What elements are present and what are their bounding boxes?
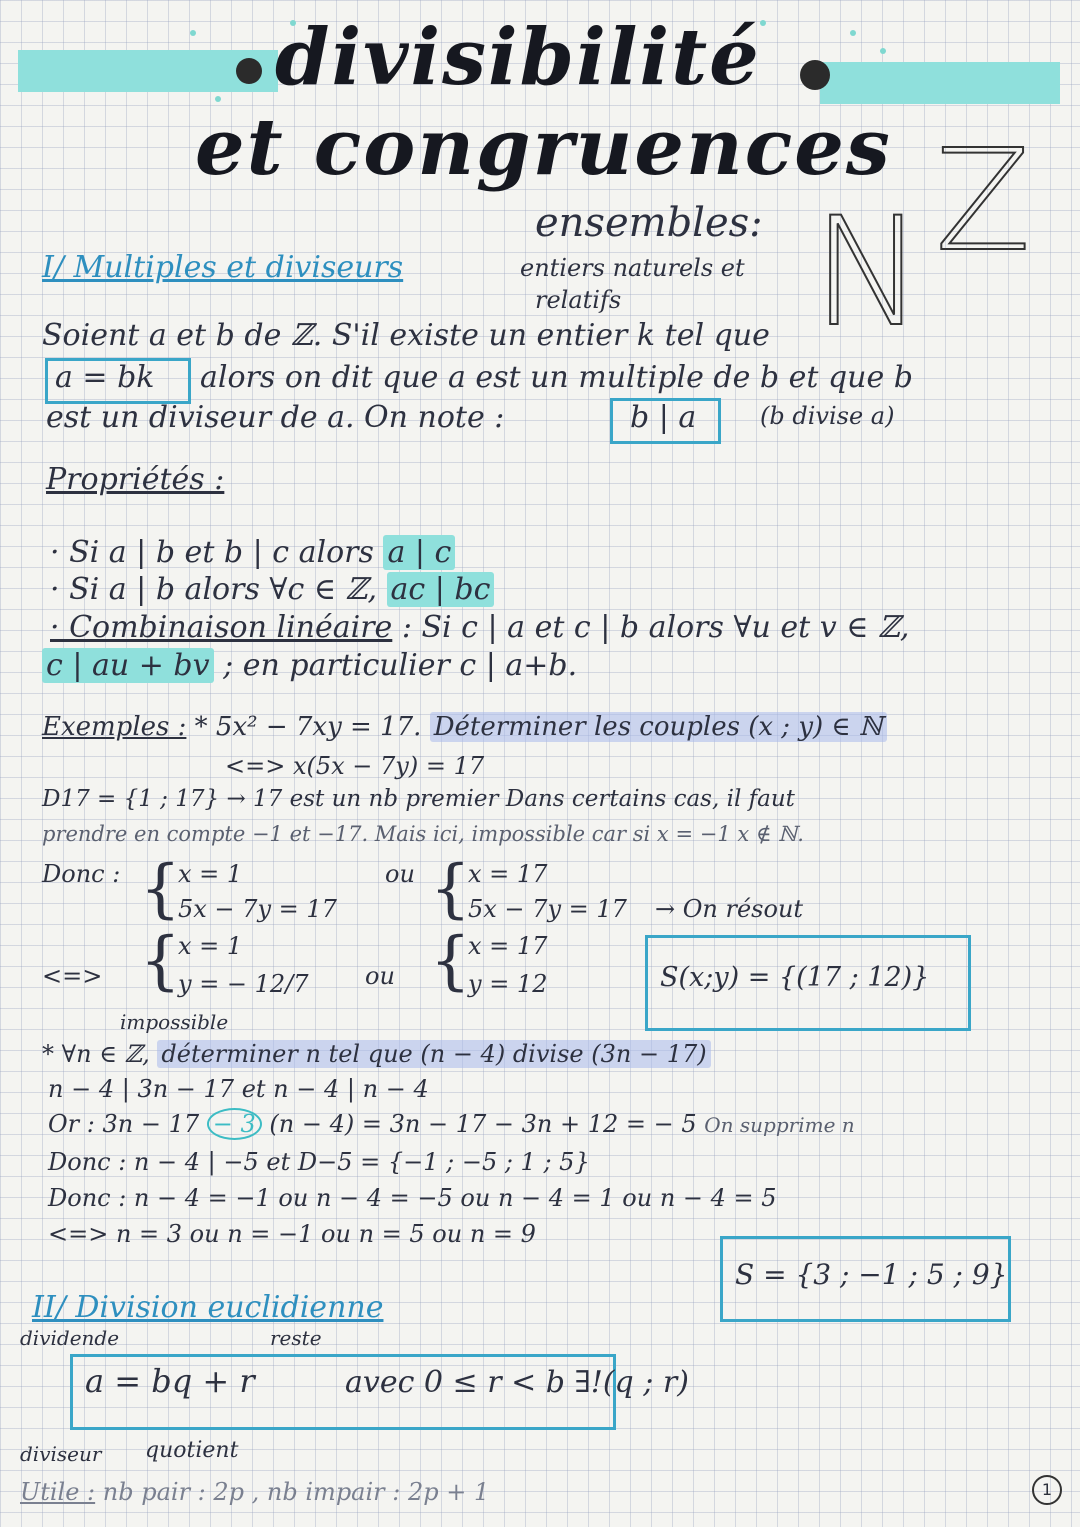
property-2-highlight: ac | bc xyxy=(387,572,495,607)
brace-a: { xyxy=(140,852,181,926)
property-3-text: : Si c | a et c | b alors ∀u et v ∈ ℤ, xyxy=(401,610,910,645)
sets-label: ensembles: xyxy=(535,200,763,246)
property-2 xyxy=(50,572,494,607)
definition-notation: b | a xyxy=(630,400,697,435)
definition-note: (b divise a) xyxy=(760,402,895,430)
sparkle xyxy=(880,48,886,54)
section1-heading: I/ Multiples et diviseurs xyxy=(42,250,404,285)
sets-desc1: entiers naturels et xyxy=(520,254,745,282)
definition-line3: est un diviseur de a. On note : xyxy=(46,400,505,435)
section2-heading: II/ Division euclidienne xyxy=(32,1290,384,1325)
system-a-line1: x = 1 xyxy=(178,860,243,888)
property-3-end: ; en particulier c | a+b. xyxy=(223,648,578,683)
title-line1: divisibilité xyxy=(275,12,761,103)
system-a-line2: 5x − 7y = 17 xyxy=(178,895,337,923)
impossible-note: impossible xyxy=(120,1010,229,1034)
system-d-line2: y = 12 xyxy=(468,970,548,998)
example-1-task: Déterminer les couples (x ; y) ∈ ℕ xyxy=(430,712,887,742)
example-2-line4: Donc : n − 4 | −5 et D−5 = {−1 ; −5 ; 1 ; 5} xyxy=(48,1148,590,1176)
property-3-label: · Combinaison linéaire xyxy=(50,610,393,645)
property-2-text: · Si a | b alors ∀c ∈ ℤ, xyxy=(50,572,377,607)
example-2-note: On supprime n xyxy=(704,1113,855,1137)
brace-d: { xyxy=(430,924,471,998)
sparkle xyxy=(190,30,196,36)
or-1: ou xyxy=(385,860,415,888)
or-2: ou xyxy=(365,962,395,990)
example-2-line6: <=> n = 3 ou n = −1 ou n = 5 ou n = 9 xyxy=(48,1220,536,1248)
example-1-line4: prendre en compte −1 et −17. Mais ici, impossible car si x = −1 x ∉ ℕ. xyxy=(42,822,804,846)
utile-pair: nb pair : 2p xyxy=(102,1478,245,1506)
solution-1: S(x;y) = {(17 ; 12)} xyxy=(660,962,930,993)
brace-b: { xyxy=(430,852,471,926)
property-3-cont xyxy=(42,648,577,683)
utile-label: Utile : xyxy=(20,1478,96,1506)
example-2-line1 xyxy=(42,1040,711,1068)
system-b-line2: 5x − 7y = 17 xyxy=(468,895,627,923)
examples-heading: Exemples : xyxy=(42,712,187,742)
sets-desc2: relatifs xyxy=(535,286,622,314)
equivalence: <=> xyxy=(42,962,103,990)
example-1-line1 xyxy=(42,712,887,742)
utile-impair: , nb impair : 2p + 1 xyxy=(251,1478,490,1506)
example-1-line2: <=> x(5x − 7y) = 17 xyxy=(225,752,485,780)
system-c-line2: y = − 12/7 xyxy=(178,970,309,998)
property-3 xyxy=(50,610,909,645)
example-2-intro: * ∀n ∈ ℤ, xyxy=(42,1040,150,1068)
sparkle xyxy=(850,30,856,36)
definition-formula: a = bk xyxy=(55,360,155,395)
example-2-calc: (n − 4) = 3n − 17 − 3n + 12 = − 5 xyxy=(269,1110,697,1138)
system-c-line1: x = 1 xyxy=(178,932,243,960)
diviseur-label: diviseur xyxy=(20,1442,102,1466)
system-d-line1: x = 17 xyxy=(468,932,548,960)
set-N: N xyxy=(812,186,925,360)
title-line2: et congruences xyxy=(195,102,892,193)
definition-line2: alors on dit que a est un multiple de b et que b xyxy=(200,360,913,395)
set-Z: Z xyxy=(935,120,1031,283)
example-2-task: déterminer n tel que (n − 4) divise (3n − 17) xyxy=(157,1040,710,1068)
resolve-note: → On résout xyxy=(655,895,804,923)
property-3-highlight: c | au + bv xyxy=(42,648,214,683)
example-1-equation: * 5x² − 7xy = 17. xyxy=(194,712,422,742)
property-1-text: · Si a | b et b | c alors xyxy=(50,535,374,570)
reste-label: reste xyxy=(270,1326,322,1350)
example-2-line2: n − 4 | 3n − 17 et n − 4 | n − 4 xyxy=(48,1075,429,1103)
donc-label: Donc : xyxy=(42,860,121,888)
example-2-line5: Donc : n − 4 = −1 ou n − 4 = −5 ou n − 4 = 1 ou n − 4 = 5 xyxy=(48,1184,777,1212)
example-2-line3 xyxy=(48,1110,855,1138)
division-condition: avec 0 ≤ r < b ∃!(q ; r) xyxy=(345,1365,689,1400)
property-1 xyxy=(50,535,455,570)
sparkle xyxy=(760,20,766,26)
quotient-label: quotient xyxy=(145,1438,239,1463)
title-band-right xyxy=(820,62,1060,104)
brace-c: { xyxy=(140,924,181,998)
solution-2: S = {3 ; −1 ; 5 ; 9} xyxy=(735,1258,1008,1291)
title-dot-left xyxy=(236,58,262,84)
division-formula: a = bq + r xyxy=(85,1362,255,1400)
property-1-highlight: a | c xyxy=(383,535,455,570)
dividende-label: dividende xyxy=(20,1326,120,1350)
example-2-factor: − 3 xyxy=(207,1108,262,1140)
definition-line1: Soient a et b de ℤ. S'il existe un entier k tel que xyxy=(42,318,770,353)
example-1-line3: D17 = {1 ; 17} → 17 est un nb premier Dans certains cas, il faut xyxy=(42,786,795,812)
utile-line xyxy=(20,1478,489,1506)
example-2-or: Or : 3n − 17 xyxy=(48,1110,200,1138)
properties-heading: Propriétés : xyxy=(46,462,225,497)
system-b-line1: x = 17 xyxy=(468,860,548,888)
title-dot-right xyxy=(800,60,830,90)
page-number: 1 xyxy=(1032,1475,1062,1505)
